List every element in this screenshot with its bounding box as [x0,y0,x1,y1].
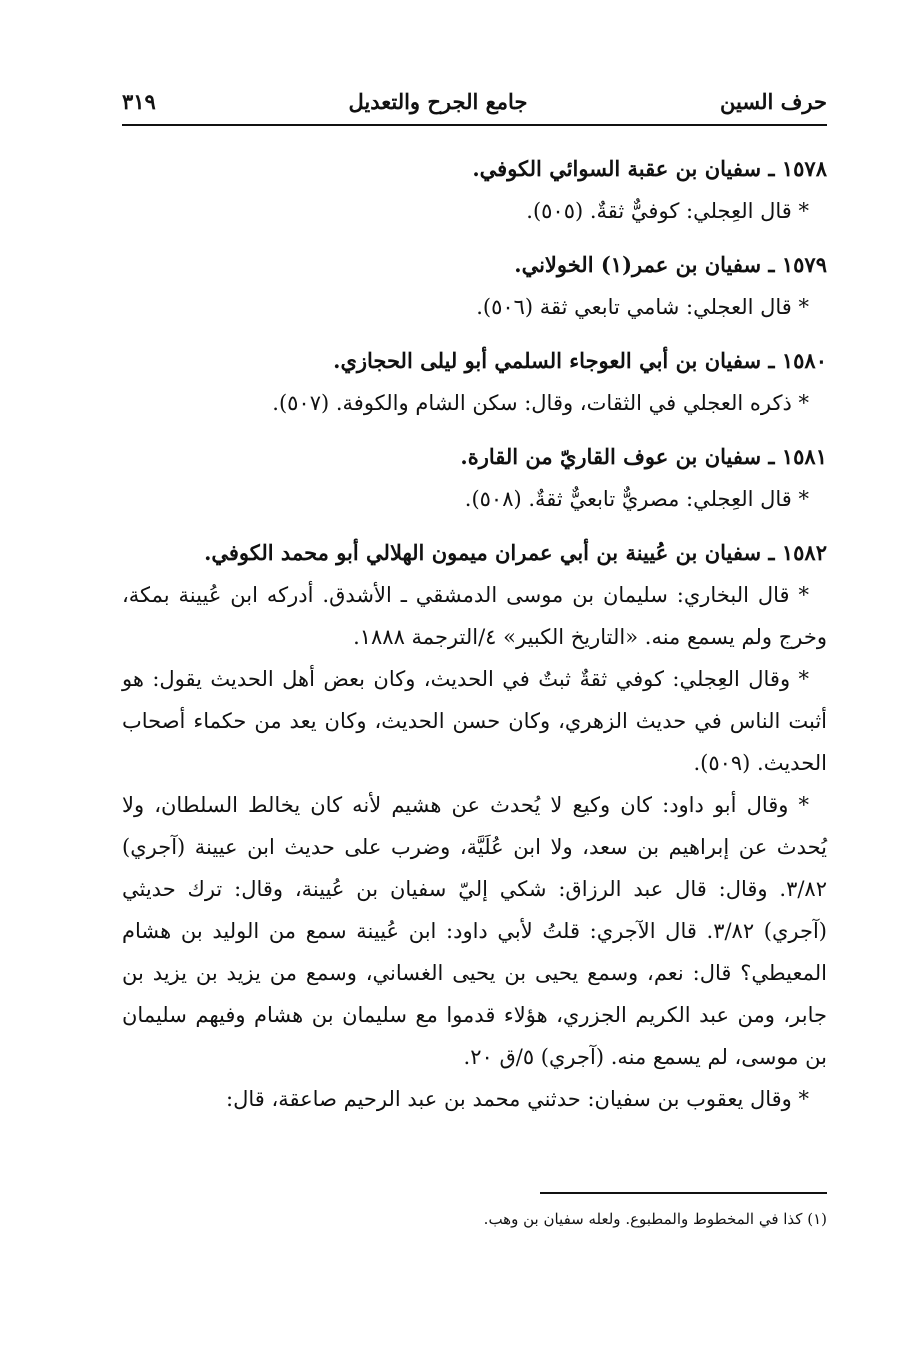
entry-text-1579: * قال العجلي: شامي تابعي ثقة (٥٠٦). [476,295,809,319]
entry-heading-1581: ١٥٨١ ـ سفيان بن عوف القاريّ من القارة. [460,444,827,469]
main-text [122,148,827,1120]
footnote: (١) كذا في المخطوط والمطبوع. ولعله سفيان بن وهب. [483,1210,827,1228]
entry-paragraph-bukhari: * قال البخاري: سليمان بن موسى الدمشقي ـ الأشدق. أدركه ابن عُيينة بمكة، وخرج ولم يسمع منه. «التاريخ الكبير» ٤/الترجمة ١٨٨٨. [122,583,827,649]
entry-text-1578: * قال العِجلي: كوفيٌّ ثقةٌ. (٥٠٥). [526,199,809,223]
entry-text-1580: * ذكره العجلي في الثقات، وقال: سكن الشام والكوفة. (٥٠٧). [272,391,809,415]
page-number: ٣١٩ [122,89,156,114]
entry-heading-1582: ١٥٨٢ ـ سفيان بن عُيينة بن أبي عمران ميمون الهلالي أبو محمد الكوفي. [204,540,827,565]
entry-heading-1580: ١٥٨٠ ـ سفيان بن أبي العوجاء السلمي أبو ليلى الحجازي. [333,348,827,373]
header-book-title: جامع الجرح والتعديل [348,89,528,114]
entry-text-1581: * قال العِجلي: مصريٌّ تابعيٌّ ثقةٌ. (٥٠٨). [464,487,809,511]
entry-heading-1579: ١٥٧٩ ـ سفيان بن عمر(١) الخولاني. [514,252,827,277]
page-header [122,78,827,124]
footnote-rule [540,1192,827,1194]
entry-paragraph-abu-dawud: * وقال أبو داود: كان وكيع لا يُحدث عن هشيم لأنه كان يخالط السلطان، ولا يُحدث عن إبراهيم بن سعد، ولا ابن عُلَيَّة، وضرب على حديث ابن عيينة (آجري) ٣/٨٢. وقال: قال عبد الرزاق: شكي إليّ سفيان بن عُيينة، وقال: ترك حديثي (آجري) ٣/٨٢. قال الآجري: قلتُ لأبي داود: ابن عُيينة سمع من الوليد بن هشام المعيطي؟ قال: نعم، وسمع يحيى بن يحيى الغساني، وسمع من يزيد بن يزيد بن جابر، ومن عبد الكريم الجزري، هؤلاء قدموا مع سليمان بن هشام وفيهم سليمان بن موسى، لم يسمع منه. (آجري) ٥/ق ٢٠. [122,793,827,1069]
entry-heading-1578: ١٥٧٨ ـ سفيان بن عقبة السوائي الكوفي. [472,156,827,181]
entry-paragraph-ijli: * وقال العِجلي: كوفي ثقةٌ ثبتٌ في الحديث، وكان بعض أهل الحديث يقول: هو أثبت الناس في حديث الزهري، وكان حسن الحديث، وكان يعد من حكماء أصحاب الحديث. (٥٠٩). [122,667,827,775]
header-chapter-title: حرف السين [720,89,827,114]
header-rule [122,124,827,126]
entry-paragraph-yaqub: * وقال يعقوب بن سفيان: حدثني محمد بن عبد الرحيم صاعقة، قال: [226,1087,809,1111]
